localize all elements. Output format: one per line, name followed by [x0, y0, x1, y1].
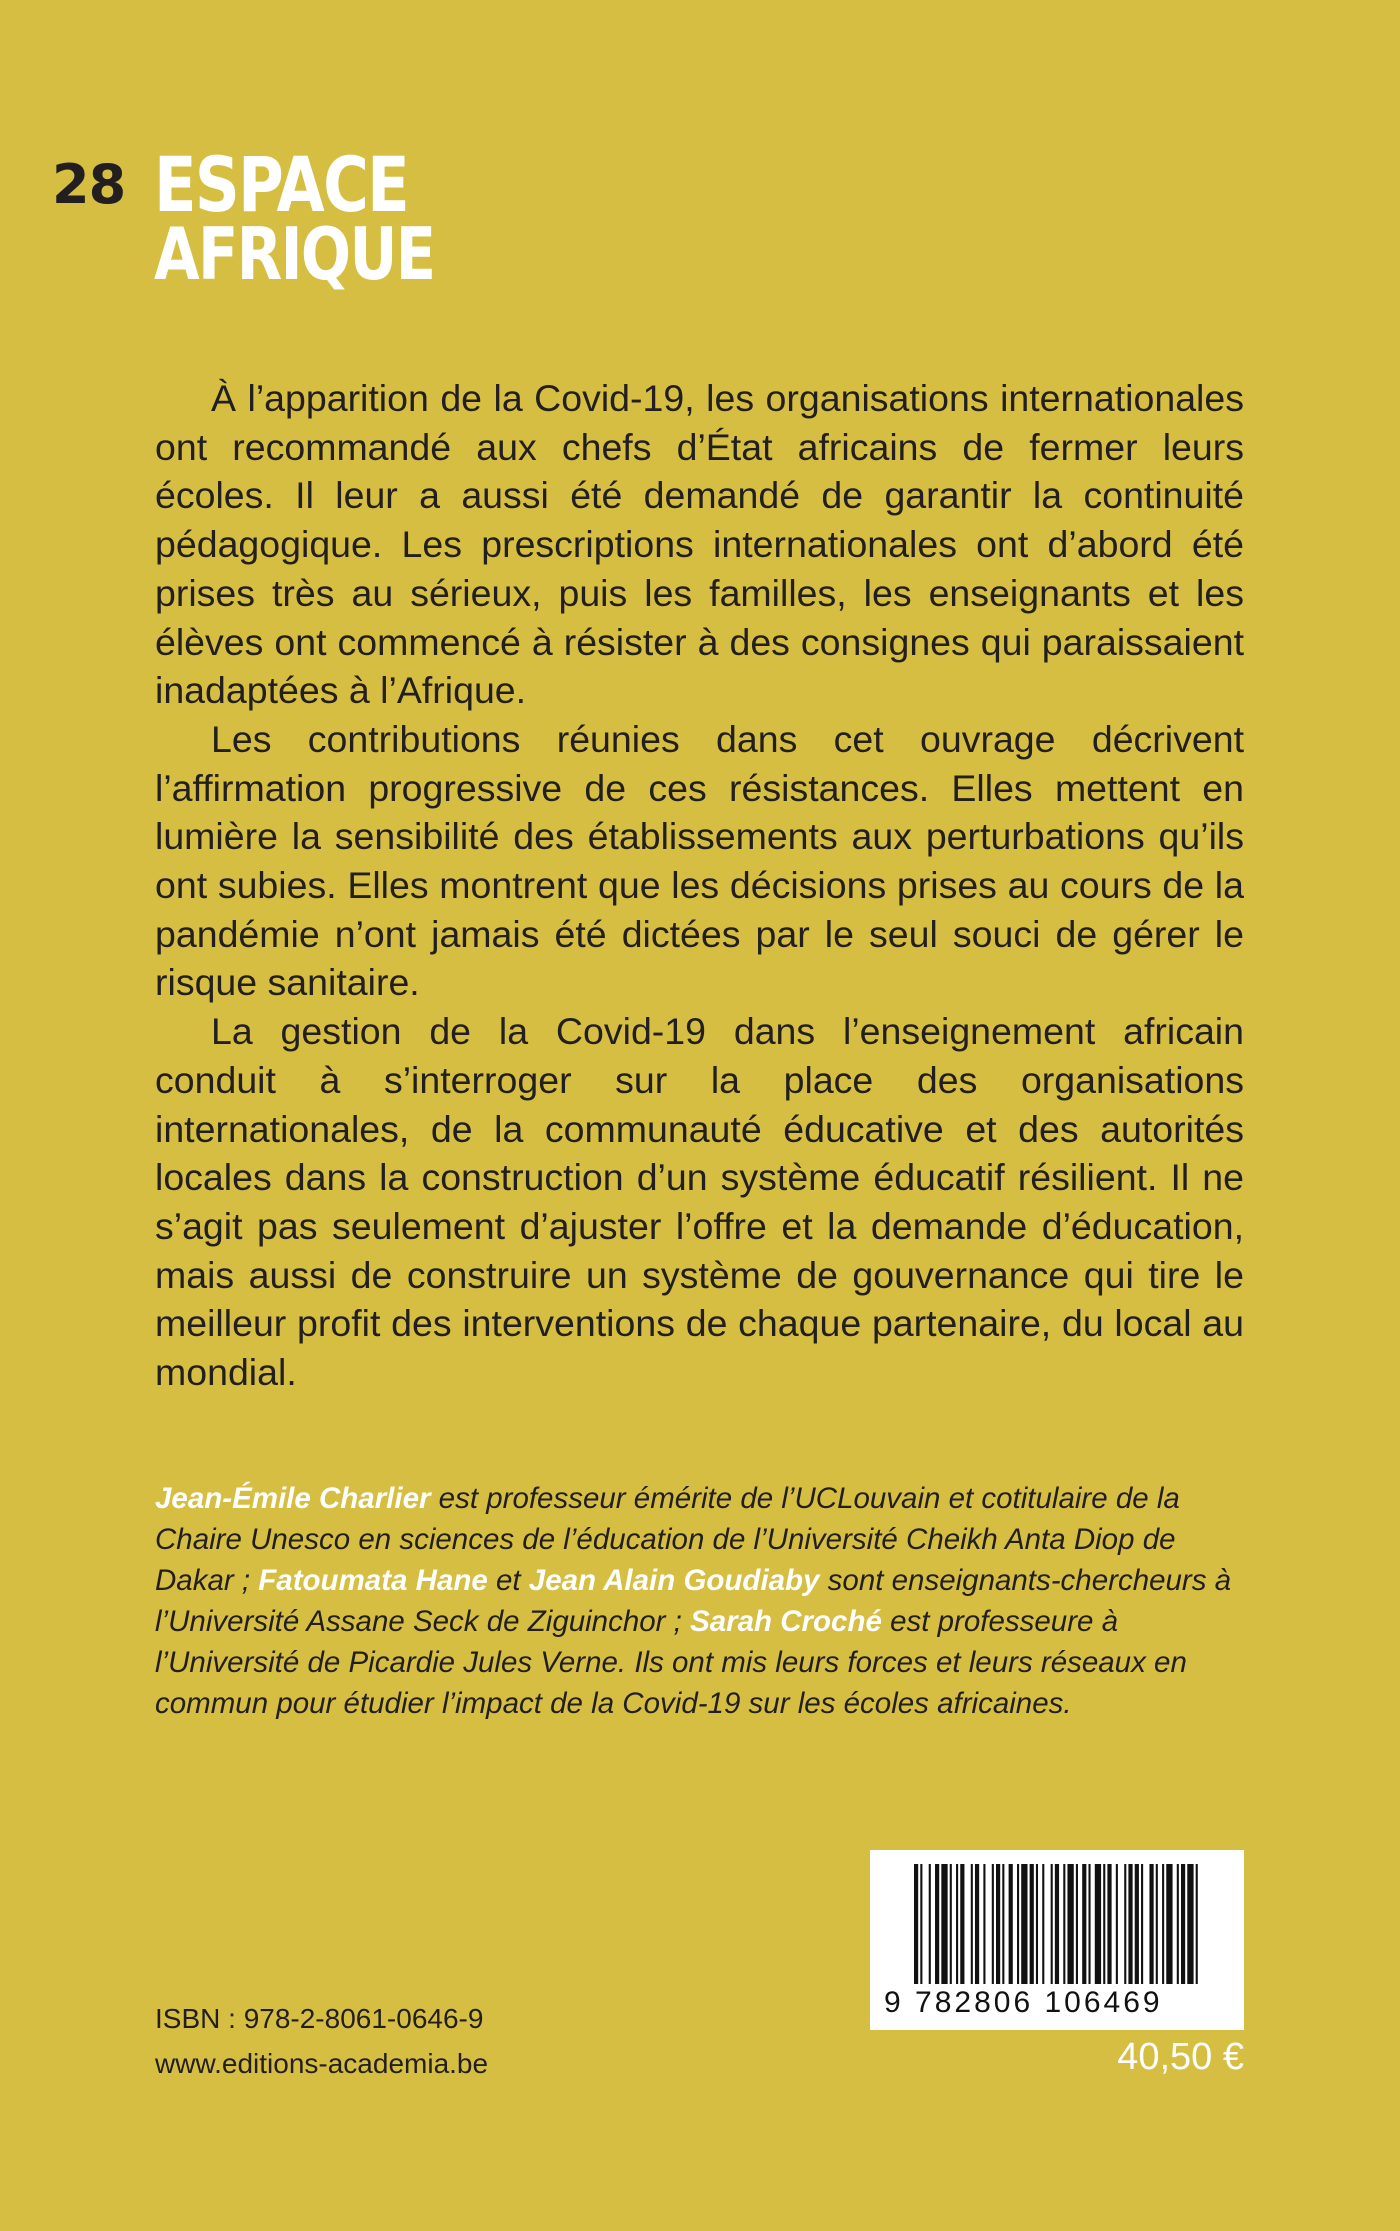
barcode-bar	[1095, 1864, 1101, 1984]
barcode-bar	[1076, 1864, 1078, 1984]
barcode-bar	[941, 1864, 947, 1984]
barcode-bar	[996, 1864, 1000, 1984]
author-name: Jean Alain Goudiaby	[528, 1564, 820, 1597]
isbn-text: ISBN : 978-2-8061-0646-9	[155, 2003, 484, 2034]
barcode-bar	[971, 1864, 973, 1984]
barcode-bar	[1082, 1864, 1086, 1984]
barcode-bar	[1009, 1864, 1013, 1984]
summary-paragraph: Les contributions réunies dans cet ouvrage décrivent l’affirmation progressive de ces résistances. Elles mettent en lumière la sensibilité des établissements aux perturbations qu’ils ont subies. Elles montrent que les décisions prises au cours de la pandémie n’ont jamais été dictées par le seul souci de gérer le risque sanitaire.	[155, 717, 1244, 1004]
bio-text: sont enseignants-chercheurs à l’Université Assane Seck de Ziguinchor ;	[155, 1564, 1232, 1638]
barcode-bar	[1162, 1864, 1164, 1984]
barcode-bar	[1036, 1864, 1038, 1984]
summary-text	[155, 374, 1244, 1397]
barcode-bar	[1177, 1864, 1179, 1984]
bio-text: est professeure à l’Université de Picardie Jules Verne. Ils ont mis leurs forces et leurs réseaux en commun pour étudier l’impact de la Covid-19 sur les écoles africaines.	[155, 1605, 1187, 1720]
barcode-bar	[992, 1864, 994, 1984]
barcode-bar	[1196, 1864, 1198, 1984]
barcode-bar	[1055, 1864, 1059, 1984]
barcode-bar	[1149, 1864, 1153, 1984]
series-title	[154, 140, 435, 296]
author-name: Jean-Émile Charlier	[155, 1482, 431, 1515]
barcode-bar	[1042, 1864, 1044, 1984]
barcode-bar	[1187, 1864, 1193, 1984]
barcode-bar	[960, 1864, 964, 1984]
barcode-bar	[920, 1864, 922, 1984]
author-name: Fatoumata Hane	[258, 1564, 488, 1597]
barcode-bars	[914, 1864, 1202, 1984]
barcode-bar	[1067, 1864, 1073, 1984]
barcode-bar	[1107, 1864, 1111, 1984]
barcode-bar	[1166, 1864, 1172, 1984]
barcode-bar	[1051, 1864, 1053, 1984]
price: 40,50 €	[1117, 2036, 1244, 2078]
barcode-bar	[935, 1864, 939, 1984]
summary-paragraph: À l’apparition de la Covid-19, les organisations internationales ont recommandé aux chefs d’État africains de fermer leurs écoles. Il leur a aussi été demandé de garantir la continuité pédagogique. Les prescriptions internationales ont d’abord été prises très au sérieux, puis les familles, les enseignants et les élèves ont commencé à résister à des consignes qui paraissaient inadaptées à l’Afrique.	[155, 377, 1244, 712]
barcode-digits: 9 782806 106469	[884, 1986, 1163, 2019]
website-link[interactable]: www.editions-academia.be	[155, 2048, 489, 2079]
barcode-bar	[929, 1864, 931, 1984]
author-name: Sarah Croché	[690, 1605, 882, 1638]
barcode-bar	[956, 1864, 958, 1984]
barcode-bar	[1141, 1864, 1143, 1984]
barcode-bar	[1002, 1864, 1004, 1984]
barcode-bar	[1128, 1864, 1132, 1984]
barcode-bar	[1116, 1864, 1118, 1984]
barcode-bar	[1103, 1864, 1105, 1984]
barcode-bar	[1124, 1864, 1126, 1984]
barcode-bar	[1017, 1864, 1019, 1984]
barcode-bar	[1088, 1864, 1090, 1984]
series-title-line1: ESPACE	[154, 140, 409, 229]
barcode-bar	[1063, 1864, 1065, 1984]
barcode-bar	[914, 1864, 918, 1984]
barcode-bar	[975, 1864, 979, 1984]
barcode-bar	[950, 1864, 952, 1984]
barcode-bar	[983, 1864, 985, 1984]
barcode-bar	[1135, 1864, 1139, 1984]
series-title-line2: AFRIQUE	[154, 211, 435, 296]
barcode-bar	[1181, 1864, 1185, 1984]
author-bio	[155, 1478, 1244, 1724]
bio-text: est professeur émérite de l’UCLouvain et cotitulaire de la Chaire Unesco en sciences de l’éducation de l’Université Cheikh Anta Diop de Dakar ;	[155, 1482, 1180, 1597]
barcode-bar	[1021, 1864, 1027, 1984]
summary-paragraph: La gestion de la Covid-19 dans l’enseignement africain conduit à s’interroger sur la place des organisations internationales, de la communauté éducative et des autorités locales dans la construction d’un système éducatif résilient. Il ne s’agit pas seulement d’ajuster l’offre et la demande d’éducation, mais aussi de construire un système de gouvernance qui tire le meilleur profit des interventions de chaque partenaire, du local au mondial.	[155, 1010, 1244, 1394]
barcode-bar	[1030, 1864, 1034, 1984]
series-number: 28	[52, 153, 126, 216]
barcode	[870, 1850, 1244, 2030]
barcode-bar	[1156, 1864, 1158, 1984]
bio-text: et	[487, 1564, 529, 1597]
